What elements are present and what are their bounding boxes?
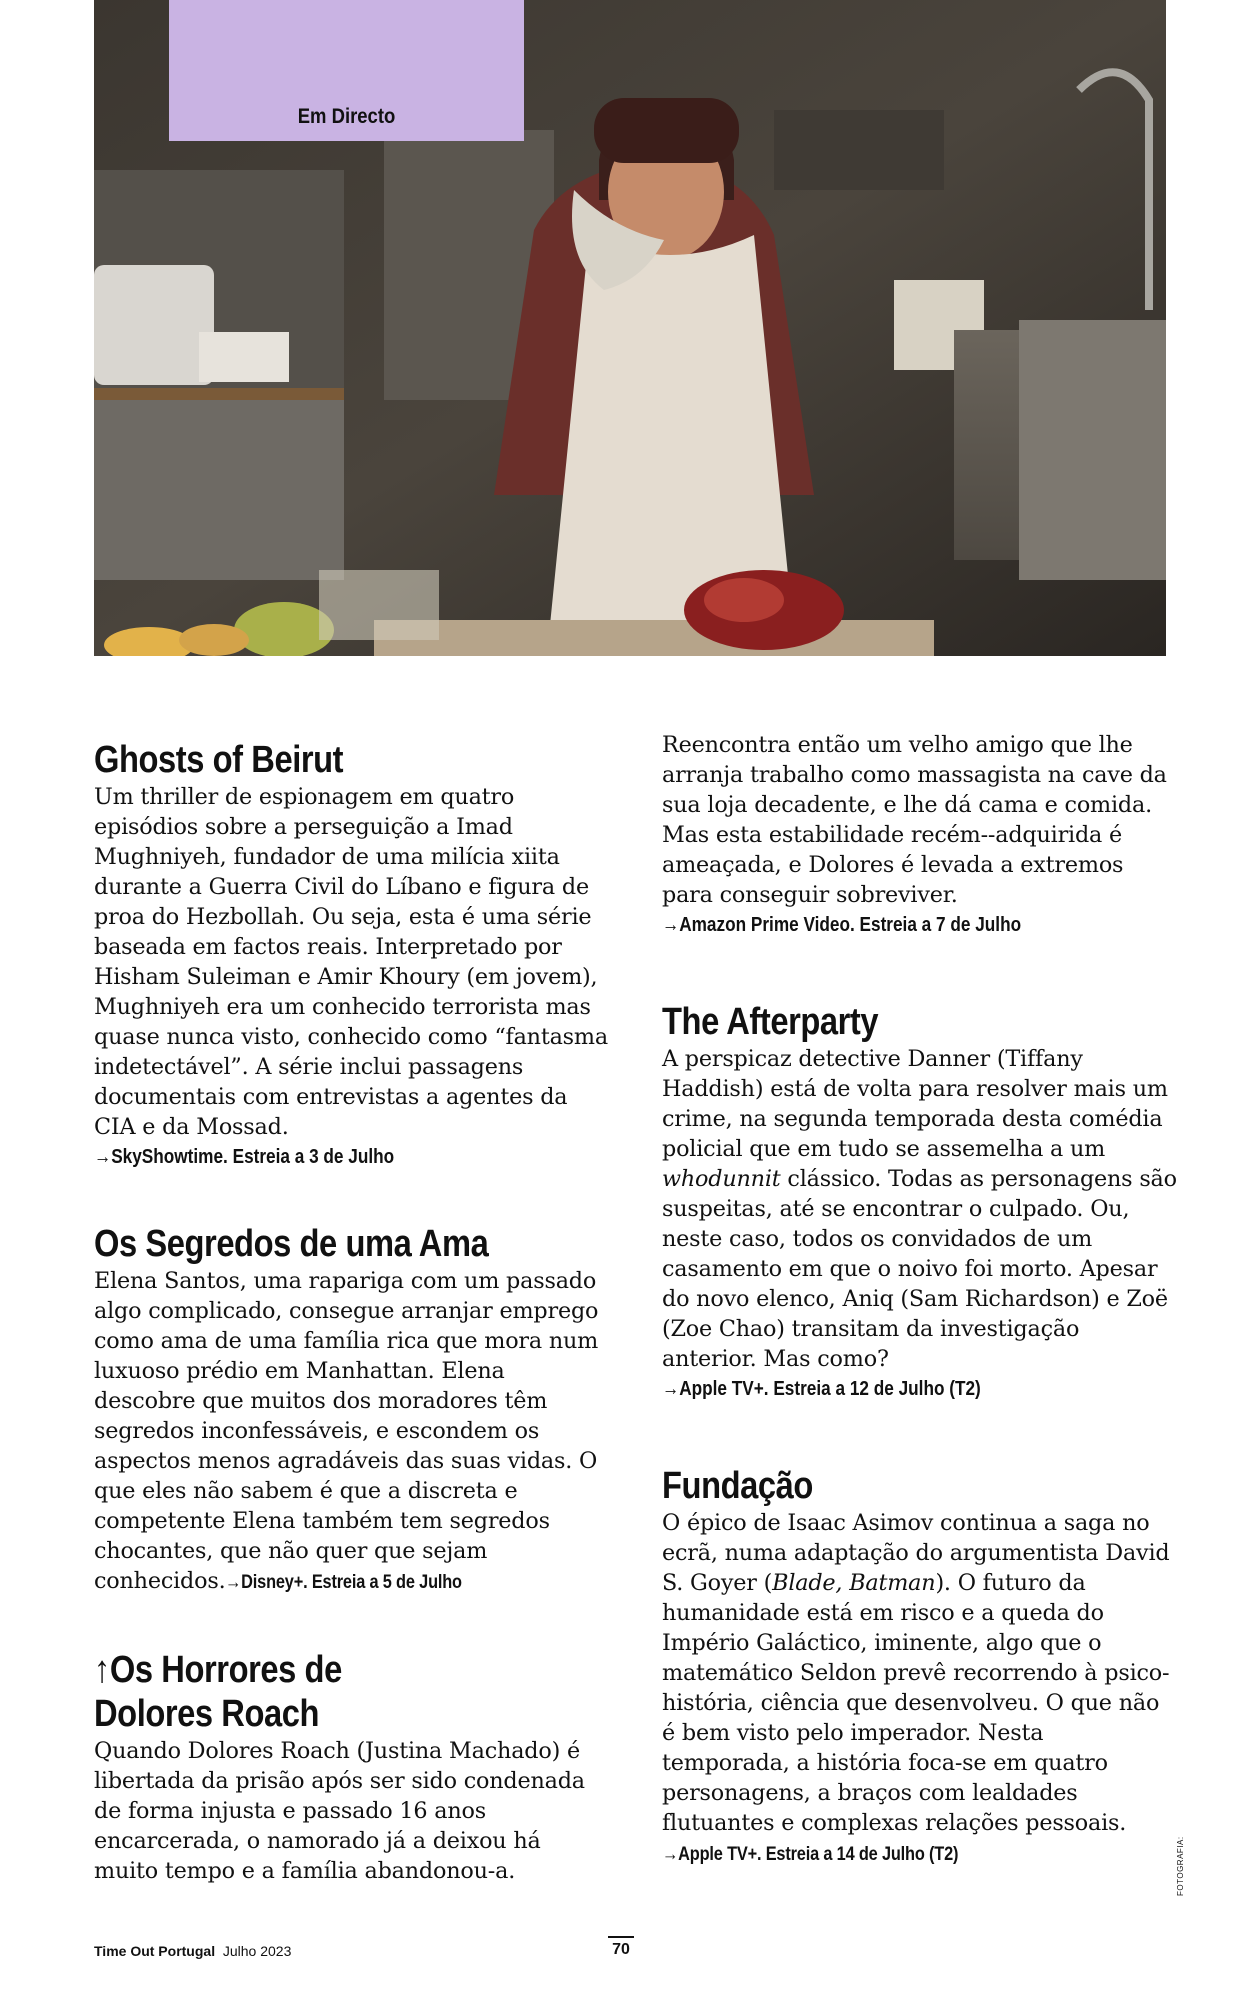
article-the-afterparty: [662, 1000, 1177, 1404]
article-title-line1: ↑Os Horrores de: [94, 1649, 342, 1691]
article-availability: →Apple TV+. Estreia a 12 de Julho (T2): [662, 1378, 981, 1400]
article-body: [662, 1044, 1177, 1374]
section-tag-label: Em Directo: [297, 105, 396, 128]
article-body-part: clássico. Todas as personagens são suspeitas, até se encontrar o culpado. Ou, neste caso, todos os convidados de um casamento em que o noivo foi morto. Apesar do novo elenco, Aniq (Sam Richardson) e Zoë (Zoe Chao) transitam da investigação anterior. Mas como?: [662, 1166, 1177, 1372]
article-body-emphasis: whodunnit: [662, 1166, 781, 1192]
article-body: [662, 1508, 1177, 1870]
article-title: Os Segredos de uma Ama: [94, 1223, 489, 1265]
article-ghosts-of-beirut: [94, 738, 609, 1172]
article-fundacao: [662, 1464, 1177, 1870]
article-body-part: A perspicaz detective Danner (Tiffany Haddish) está de volta para resolver mais um crime, na segunda temporada desta comédia policial que em tudo se assemelha a um: [662, 1046, 1168, 1162]
left-column: [94, 738, 609, 1886]
article-title-line2: Dolores Roach: [94, 1693, 320, 1735]
article-body-text: Elena Santos, uma rapariga com um passado algo complicado, consegue arranjar emprego como ama de uma família rica que mora num luxuoso prédio em Manhattan. Elena descobre que muitos dos moradores têm segredos inconfessáveis, e escondem os aspectos menos agradáveis das suas vidas. O que eles não sabem é que a discreta e competente Elena também tem segredos chocantes, que não quer que sejam conhecidos.: [94, 1268, 599, 1594]
page-number: 70: [608, 1936, 634, 1959]
article-title: Fundação: [662, 1465, 813, 1507]
photo-credit: FOTOGRAFIA:: [1176, 1836, 1185, 1896]
article-os-segredos-de-uma-ama: [94, 1222, 609, 1598]
article-dolores-roach-continued: [662, 730, 1177, 940]
article-availability: →Apple TV+. Estreia a 14 de Julho (T2): [662, 1844, 959, 1865]
article-body: [94, 1266, 609, 1598]
article-body-continued: Reencontra então um velho amigo que lhe arranja trabalho como massagista na cave da sua loja decadente, e lhe dá cama e comida. Mas esta estabilidade recém--adquirida é ameaçada, e Dolores é levada a extremos para conseguir sobreviver.: [662, 732, 1167, 908]
article-body-part: O épico de Isaac Asimov continua a saga no ecrã, numa adaptação do argumentista David S. Goyer (: [662, 1510, 1170, 1596]
article-body: Um thriller de espionagem em quatro episódios sobre a perseguição a Imad Mughniyeh, fundador de uma milícia xiita durante a Guerra Civil do Líbano e figura de proa do Hezbollah. Ou seja, esta é uma série baseada em factos reais. Interpretado por Hisham Suleiman e Amir Khoury (em jovem), Mughniyeh era um conhecido terrorista mas quase nunca visto, conhecido como “fantasma indetectável”. A série inclui passagens documentais com entrevistas a agentes da CIA e da Mossad.: [94, 784, 608, 1140]
section-tag: [169, 0, 524, 141]
article-body-emphasis: Blade, Batman: [772, 1570, 936, 1596]
article-availability: →Amazon Prime Video. Estreia a 7 de Julho: [662, 914, 1022, 936]
article-body-part: ). O futuro da humanidade está em risco e a queda do Império Galáctico, iminente, algo que o matemático Seldon prevê recorrendo à psico-história, ciência que desenvolveu. O que não é bem visto pelo imperador. Nesta temporada, a história foca-se em quatro personagens, a braços com lealdades flutuantes e complexas relações pessoais.: [662, 1570, 1170, 1836]
article-title: Ghosts of Beirut: [94, 739, 344, 781]
article-availability: →SkyShowtime. Estreia a 3 de Julho: [94, 1146, 395, 1168]
article-availability: →Disney+. Estreia a 5 de Julho: [225, 1572, 463, 1593]
publication-name: Time Out Portugal: [94, 1943, 216, 1959]
article-title: The Afterparty: [662, 1001, 879, 1043]
right-column: [662, 730, 1177, 1870]
footer-publication: [94, 1943, 291, 1959]
issue-date: Julho 2023: [222, 1943, 292, 1959]
article-body: Quando Dolores Roach (Justina Machado) é libertada da prisão após ser sido condenada de forma injusta e passado 16 anos encarcerada, o namorado já a deixou há muito tempo e a família abandonou-a.: [94, 1738, 585, 1884]
article-dolores-roach: [94, 1648, 609, 1886]
